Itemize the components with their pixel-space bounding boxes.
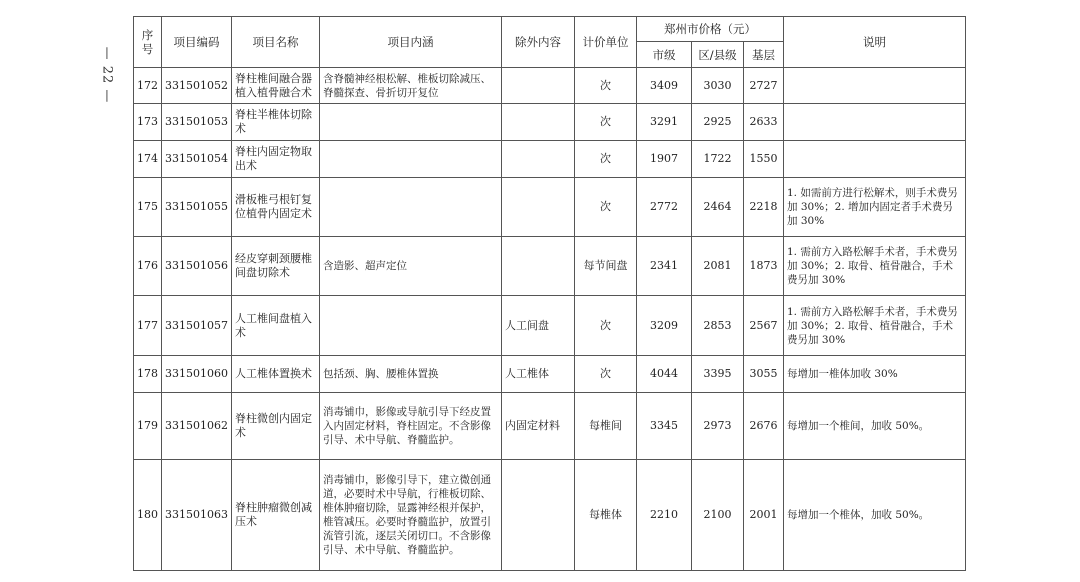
- row-seq: 180: [134, 460, 162, 571]
- row-code: 331501052: [162, 68, 232, 104]
- row-code: 331501055: [162, 178, 232, 237]
- header-unit: 计价单位: [575, 17, 637, 68]
- table-row: [134, 237, 966, 296]
- row-price-county: 1722: [692, 141, 744, 178]
- table-row: [134, 178, 966, 237]
- row-price-base: 2727: [744, 68, 784, 104]
- table-row: [134, 460, 966, 571]
- row-name: 脊柱微创内固定术: [232, 393, 320, 460]
- row-excluded: 内固定材料: [502, 393, 575, 460]
- header-seq: 序号: [134, 17, 162, 68]
- row-price-city: 3291: [637, 104, 692, 141]
- row-price-city: 2772: [637, 178, 692, 237]
- row-content: 包括颈、胸、腰椎体置换: [320, 356, 502, 393]
- row-name: 滑板椎弓根钉复位植骨内固定术: [232, 178, 320, 237]
- row-seq: 175: [134, 178, 162, 237]
- row-content: [320, 296, 502, 356]
- row-code: 331501057: [162, 296, 232, 356]
- row-price-base: 2676: [744, 393, 784, 460]
- row-price-county: 2925: [692, 104, 744, 141]
- row-excluded: [502, 237, 575, 296]
- row-price-base: 2001: [744, 460, 784, 571]
- table-row: [134, 141, 966, 178]
- row-price-city: 1907: [637, 141, 692, 178]
- row-excluded: [502, 141, 575, 178]
- row-content: [320, 178, 502, 237]
- row-price-county: 2464: [692, 178, 744, 237]
- row-content: 消毒铺巾，影像或导航引导下经皮置入内固定材料，脊柱固定。不含影像引导、术中导航、脊髓监护。: [320, 393, 502, 460]
- row-note: [784, 141, 966, 178]
- row-price-city: 3345: [637, 393, 692, 460]
- page-number: — 22 —: [99, 46, 115, 104]
- row-excluded: 人工间盘: [502, 296, 575, 356]
- row-seq: 179: [134, 393, 162, 460]
- header-content: 项目内涵: [320, 17, 502, 68]
- price-table: [133, 16, 966, 571]
- row-unit: 次: [575, 104, 637, 141]
- row-price-county: 2973: [692, 393, 744, 460]
- row-seq: 176: [134, 237, 162, 296]
- header-county: 区/县级: [692, 42, 744, 68]
- table-row: [134, 68, 966, 104]
- row-unit: 次: [575, 141, 637, 178]
- table-row: [134, 393, 966, 460]
- row-note: 1. 如需前方进行松解术，则手术费另加 30%；2. 增加内固定者手术费另加 30%: [784, 178, 966, 237]
- row-price-city: 3409: [637, 68, 692, 104]
- row-code: 331501053: [162, 104, 232, 141]
- row-price-city: 3209: [637, 296, 692, 356]
- row-note: 每增加一椎体加收 30%: [784, 356, 966, 393]
- row-content: 消毒铺巾，影像引导下，建立微创通道，必要时术中导航，行椎板切除、椎体肿瘤切除，显露神经根并保护，椎管减压。必要时脊髓监护，放置引流管引流，逐层关闭切口。不含影像引导、术中导航、脊髓监护。: [320, 460, 502, 571]
- row-price-base: 1873: [744, 237, 784, 296]
- row-excluded: 人工椎体: [502, 356, 575, 393]
- header-note: 说明: [784, 17, 966, 68]
- row-seq: 174: [134, 141, 162, 178]
- row-price-county: 2853: [692, 296, 744, 356]
- row-price-county: 3030: [692, 68, 744, 104]
- row-price-county: 3395: [692, 356, 744, 393]
- row-price-base: 2633: [744, 104, 784, 141]
- row-code: 331501056: [162, 237, 232, 296]
- table-row: [134, 104, 966, 141]
- row-excluded: [502, 104, 575, 141]
- row-unit: 每椎间: [575, 393, 637, 460]
- row-price-county: 2100: [692, 460, 744, 571]
- row-note: 1. 需前方入路松解手术者，手术费另加 30%；2. 取骨、植骨融合，手术费另加 30%: [784, 237, 966, 296]
- row-unit: 次: [575, 296, 637, 356]
- row-unit: 次: [575, 68, 637, 104]
- row-code: 331501060: [162, 356, 232, 393]
- row-name: 经皮穿刺颈腰椎间盘切除术: [232, 237, 320, 296]
- header-name: 项目名称: [232, 17, 320, 68]
- header-city: 市级: [637, 42, 692, 68]
- row-unit: 次: [575, 178, 637, 237]
- row-excluded: [502, 68, 575, 104]
- header-code: 项目编码: [162, 17, 232, 68]
- row-note: 1. 需前方入路松解手术者，手术费另加 30%；2. 取骨、植骨融合，手术费另加 30%: [784, 296, 966, 356]
- row-price-base: 2218: [744, 178, 784, 237]
- row-seq: 178: [134, 356, 162, 393]
- row-content: 含造影、超声定位: [320, 237, 502, 296]
- row-unit: 次: [575, 356, 637, 393]
- row-name: 脊柱内固定物取出术: [232, 141, 320, 178]
- row-unit: 每节间盘: [575, 237, 637, 296]
- row-note: 每增加一个椎体，加收 50%。: [784, 460, 966, 571]
- row-price-city: 2341: [637, 237, 692, 296]
- row-excluded: [502, 178, 575, 237]
- header-base: 基层: [744, 42, 784, 68]
- row-note: 每增加一个椎间，加收 50%。: [784, 393, 966, 460]
- row-price-base: 3055: [744, 356, 784, 393]
- row-content: [320, 141, 502, 178]
- row-name: 脊柱半椎体切除术: [232, 104, 320, 141]
- row-seq: 177: [134, 296, 162, 356]
- row-price-base: 2567: [744, 296, 784, 356]
- row-price-county: 2081: [692, 237, 744, 296]
- row-seq: 172: [134, 68, 162, 104]
- table-row: [134, 296, 966, 356]
- row-excluded: [502, 460, 575, 571]
- header-price-group: 郑州市价格（元）: [637, 17, 784, 42]
- row-name: 脊柱肿瘤微创减压术: [232, 460, 320, 571]
- row-code: 331501062: [162, 393, 232, 460]
- row-name: 脊柱椎间融合器植入植骨融合术: [232, 68, 320, 104]
- header-excluded: 除外内容: [502, 17, 575, 68]
- table-row: [134, 356, 966, 393]
- row-note: [784, 104, 966, 141]
- row-unit: 每椎体: [575, 460, 637, 571]
- row-name: 人工椎间盘植入术: [232, 296, 320, 356]
- row-content: 含脊髓神经根松解、椎板切除减压、脊髓探查、骨折切开复位: [320, 68, 502, 104]
- row-code: 331501054: [162, 141, 232, 178]
- row-price-city: 4044: [637, 356, 692, 393]
- row-seq: 173: [134, 104, 162, 141]
- row-content: [320, 104, 502, 141]
- row-price-city: 2210: [637, 460, 692, 571]
- row-price-base: 1550: [744, 141, 784, 178]
- row-note: [784, 68, 966, 104]
- row-code: 331501063: [162, 460, 232, 571]
- row-name: 人工椎体置换术: [232, 356, 320, 393]
